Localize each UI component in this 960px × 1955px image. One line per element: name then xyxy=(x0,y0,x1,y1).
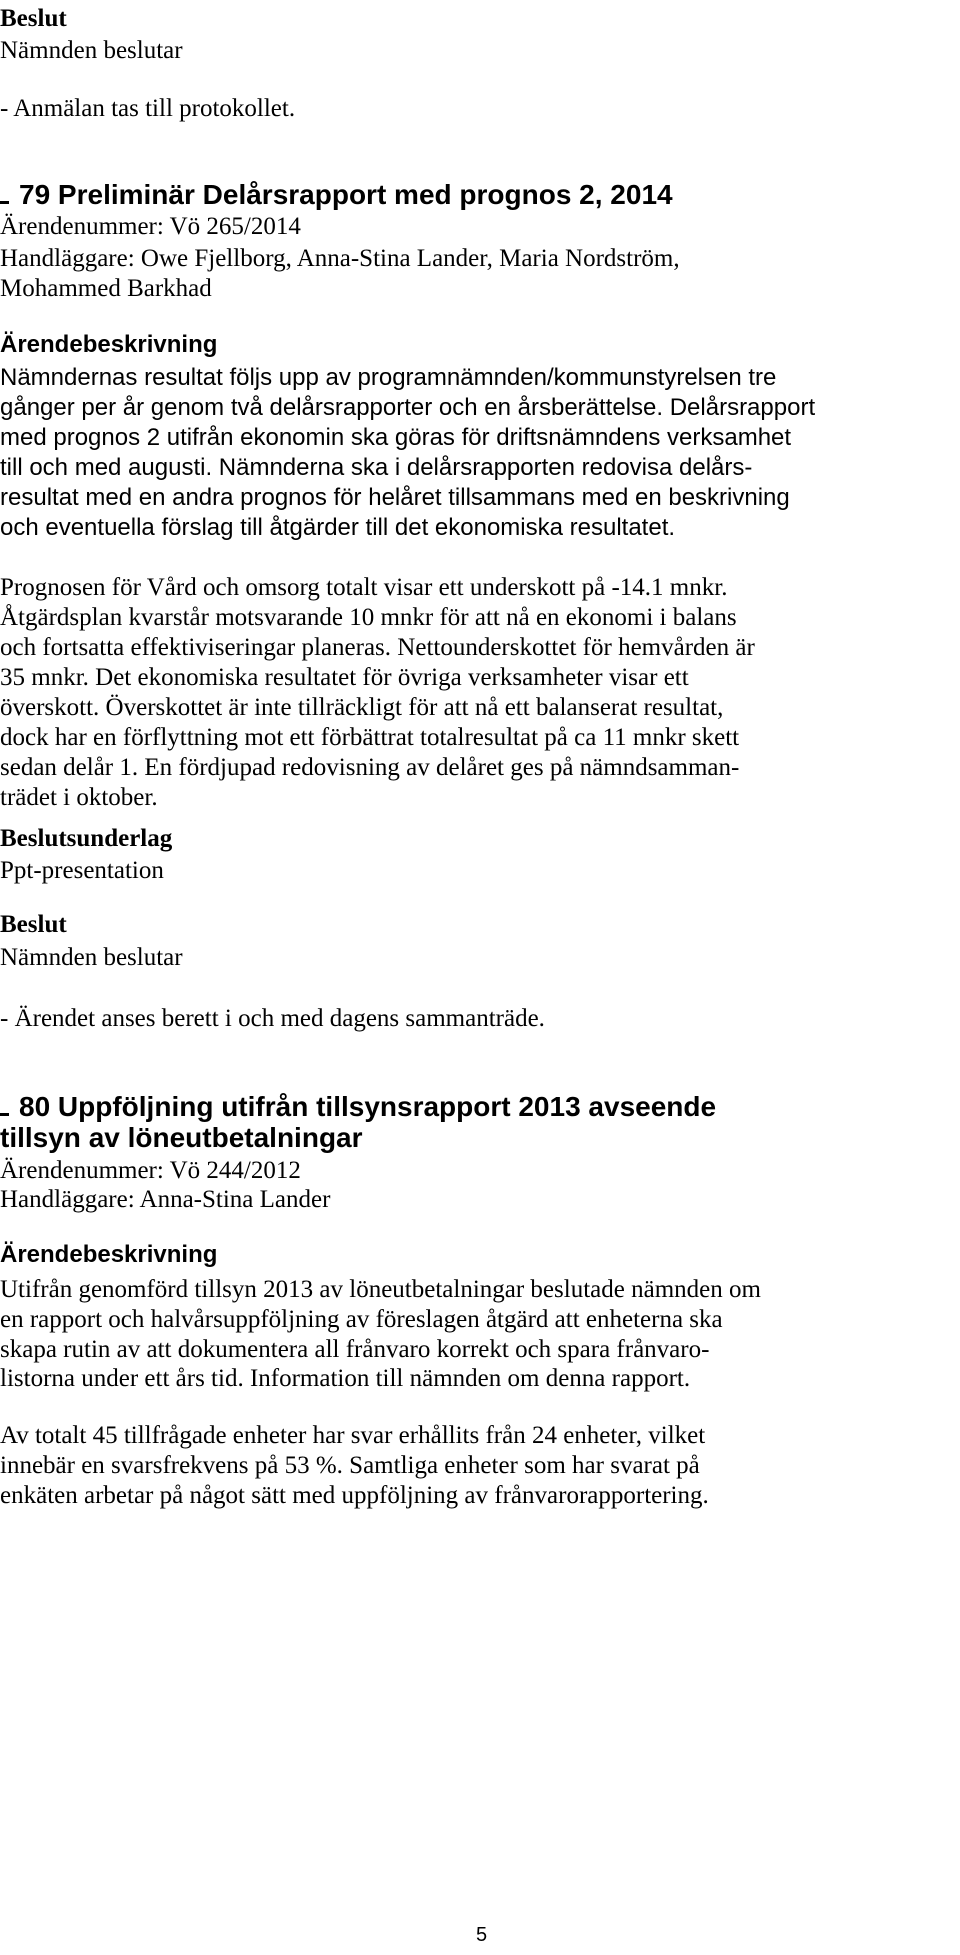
description-line: skapa rutin av att dokumentera all frånvaro korrekt och spara frånvaro- xyxy=(0,1336,710,1363)
handlers-line-2: Mohammed Barkhad xyxy=(0,275,212,302)
basis-text: Ppt-presentation xyxy=(0,857,164,884)
survey-line: enkäten arbetar på något sätt med uppföljning av frånvarorapportering. xyxy=(0,1482,709,1509)
description-line: till och med augusti. Nämnderna ska i delårsrapporten redovisa delårs- xyxy=(0,454,753,481)
decision-intro: Nämnden beslutar xyxy=(0,37,183,64)
decision-intro: Nämnden beslutar xyxy=(0,944,183,971)
forecast-line: Prognosen för Vård och omsorg totalt visar ett underskott på -14.1 mnkr. xyxy=(0,574,728,601)
forecast-line: överskott. Överskottet är inte tillräckligt för att nå ett balanserat resultat, xyxy=(0,694,724,721)
description-line: resultat med en andra prognos för helåret tillsammans med en beskrivning xyxy=(0,484,790,511)
heading-marker-icon xyxy=(0,1090,9,1116)
survey-line: Av totalt 45 tillfrågade enheter har svar erhållits från 24 enheter, vilket xyxy=(0,1422,706,1449)
agenda-item-79-title-text: 79 Preliminär Delårsrapport med prognos 2, 2014 xyxy=(19,179,673,210)
description-heading: Ärendebeskrivning xyxy=(0,1241,218,1268)
description-line: gånger per år genom två delårsrapporter och en årsberättelse. Delårsrapport xyxy=(0,394,816,421)
forecast-line: och fortsatta effektiviseringar planeras. Nettounderskottet för hemvården är xyxy=(0,634,755,661)
description-line: Utifrån genomförd tillsyn 2013 av löneutbetalningar beslutade nämnden om xyxy=(0,1276,761,1303)
forecast-line: sedan delår 1. En fördjupad redovisning av delåret ges på nämndsamman- xyxy=(0,754,740,781)
forecast-line: 35 mnkr. Det ekonomiska resultatet för övriga verksamheter visar ett xyxy=(0,664,689,691)
forecast-line: Åtgärdsplan kvarstår motsvarande 10 mnkr för att nå en ekonomi i balans xyxy=(0,604,737,631)
description-line: med prognos 2 utifrån ekonomin ska göras för driftsnämndens verksamhet xyxy=(0,424,792,451)
description-line: listorna under ett års tid. Information till nämnden om denna rapport. xyxy=(0,1365,691,1392)
description-line: Nämndernas resultat följs upp av programnämnden/kommunstyrelsen tre xyxy=(0,364,777,391)
heading-marker-icon xyxy=(0,178,9,204)
agenda-item-80-title-line-2: tillsyn av löneutbetalningar xyxy=(0,1122,363,1153)
description-line: en rapport och halvårsuppföljning av föreslagen åtgärd att enheterna ska xyxy=(0,1306,723,1333)
page-number: 5 xyxy=(476,1924,488,1946)
forecast-line: dock har en förflyttning mot ett förbättrat totalresultat på ca 11 mnkr skett xyxy=(0,724,740,751)
case-number: Ärendenummer: Vö 244/2012 xyxy=(0,1157,301,1184)
handlers-line-1: Handläggare: Owe Fjellborg, Anna-Stina Lander, Maria Nordström, xyxy=(0,245,680,272)
survey-line: innebär en svarsfrekvens på 53 %. Samtliga enheter som har svarat på xyxy=(0,1452,700,1479)
basis-heading: Beslutsunderlag xyxy=(0,825,173,852)
agenda-item-80-title-text: 80 Uppföljning utifrån tillsynsrapport 2013 avseende xyxy=(19,1091,717,1122)
forecast-line: trädet i oktober. xyxy=(0,784,158,811)
description-line: och eventuella förslag till åtgärder till det ekonomiska resultatet. xyxy=(0,514,676,541)
decision-text: - Ärendet anses berett i och med dagens sammanträde. xyxy=(0,1005,545,1032)
decision-heading: Beslut xyxy=(0,5,67,32)
agenda-item-80-title-line-1 xyxy=(0,1090,716,1121)
decision-heading: Beslut xyxy=(0,911,67,938)
agenda-item-79-title xyxy=(0,178,673,209)
description-heading: Ärendebeskrivning xyxy=(0,331,218,358)
handler: Handläggare: Anna-Stina Lander xyxy=(0,1186,331,1213)
decision-text: - Anmälan tas till protokollet. xyxy=(0,95,296,122)
case-number: Ärendenummer: Vö 265/2014 xyxy=(0,213,301,240)
